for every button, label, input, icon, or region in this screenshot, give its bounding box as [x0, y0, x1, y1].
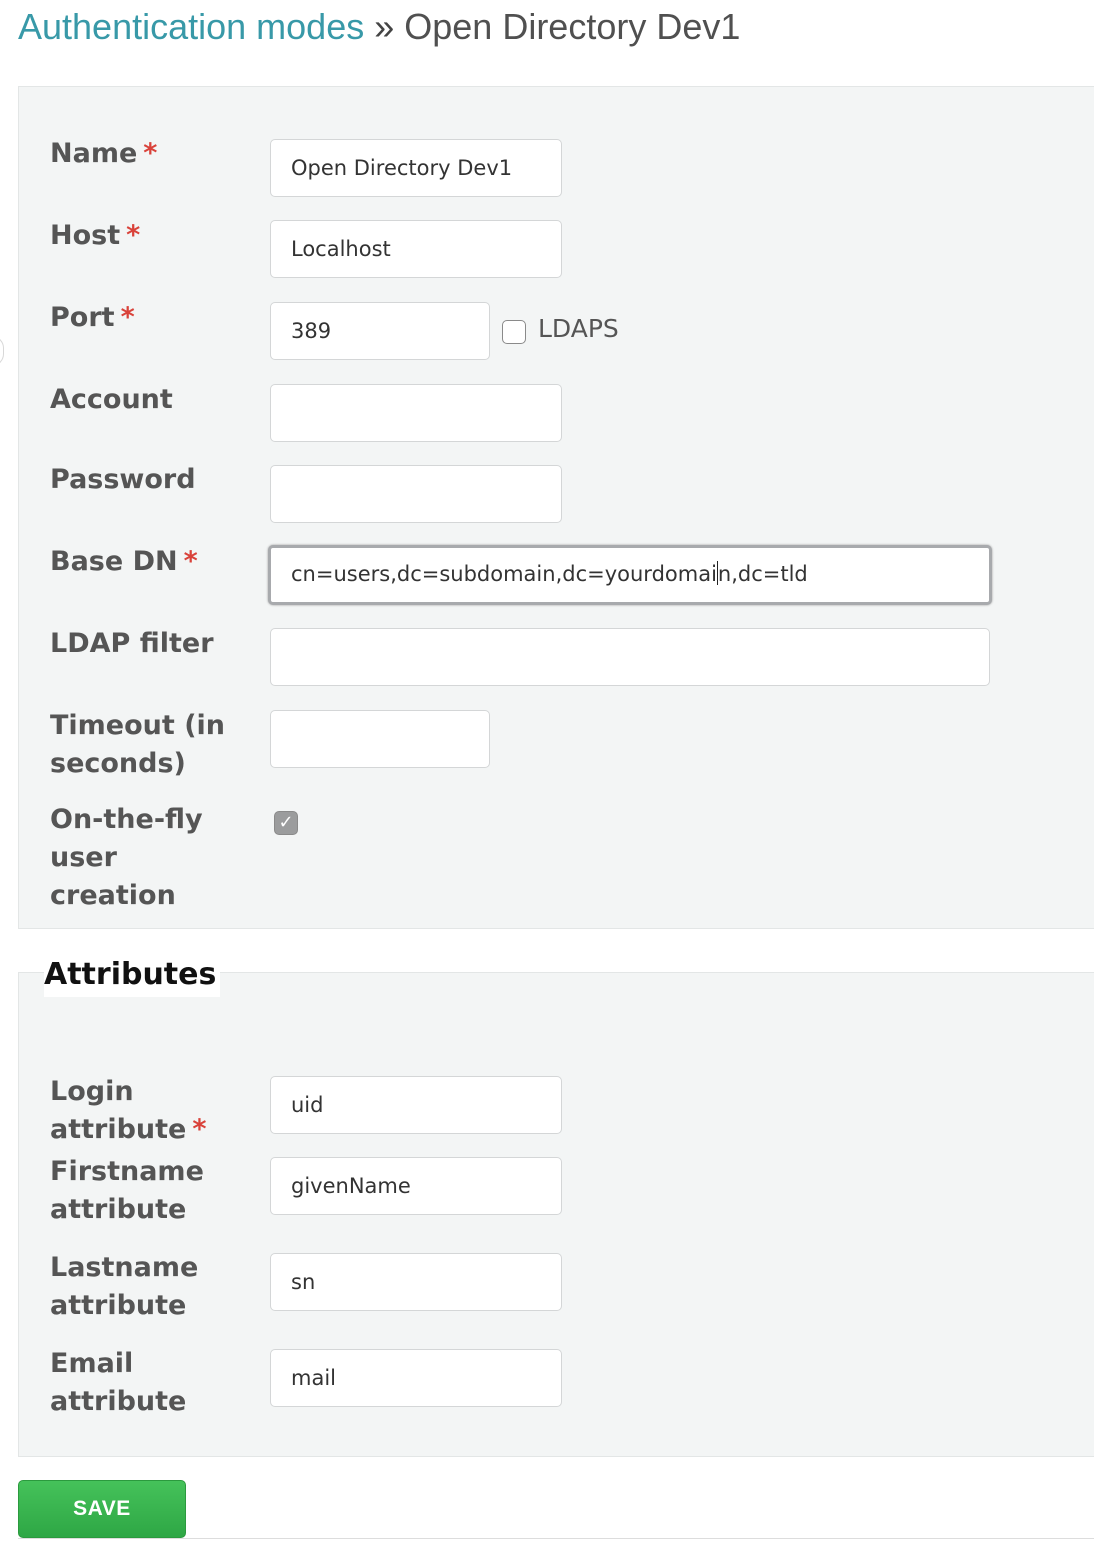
- breadcrumb-parent-link[interactable]: Authentication modes: [18, 6, 365, 47]
- breadcrumb-current: Open Directory Dev1: [404, 6, 741, 47]
- password-label: Password: [50, 464, 196, 495]
- onthefly-checkbox[interactable]: ✓: [274, 811, 298, 835]
- save-button[interactable]: SAVE: [18, 1480, 186, 1538]
- bottom-divider: [18, 1538, 1094, 1539]
- login-attribute-input[interactable]: uid: [270, 1076, 562, 1134]
- page-title: [18, 2, 740, 52]
- firstname-attribute-label: Firstname attribute: [50, 1156, 204, 1225]
- ldaps-checkbox[interactable]: [502, 320, 526, 344]
- required-marker: *: [143, 138, 158, 169]
- port-input[interactable]: 389: [270, 302, 490, 360]
- port-label: Port *: [50, 302, 135, 333]
- login-attribute-label: Login attribute *: [50, 1076, 207, 1145]
- account-input[interactable]: [270, 384, 562, 442]
- onthefly-label: On-the-fly user creation: [50, 804, 203, 911]
- lastname-attribute-input[interactable]: sn: [270, 1253, 562, 1311]
- required-marker: *: [120, 302, 135, 333]
- host-input[interactable]: Localhost: [270, 220, 562, 278]
- ldaps-checkbox-label: LDAPS: [538, 314, 619, 343]
- attributes-legend: Attributes: [44, 953, 220, 997]
- sidebar-toggle-handle[interactable]: [0, 336, 4, 366]
- required-marker: *: [126, 220, 141, 251]
- ldap-filter-input[interactable]: [270, 628, 990, 686]
- name-input[interactable]: Open Directory Dev1: [270, 139, 562, 197]
- email-attribute-label: Email attribute: [50, 1348, 187, 1417]
- ldap-filter-label: LDAP filter: [50, 628, 214, 659]
- firstname-attribute-input[interactable]: givenName: [270, 1157, 562, 1215]
- breadcrumb-separator: »: [374, 6, 395, 47]
- host-label: Host *: [50, 220, 141, 251]
- base-dn-input[interactable]: cn=users,dc=subdomain,dc=yourdomain,dc=tld: [268, 545, 992, 605]
- name-label: Name *: [50, 138, 158, 169]
- account-label: Account: [50, 384, 173, 415]
- timeout-input[interactable]: [270, 710, 490, 768]
- email-attribute-input[interactable]: mail: [270, 1349, 562, 1407]
- password-input[interactable]: [270, 465, 562, 523]
- required-marker: *: [183, 546, 198, 577]
- base-dn-label: Base DN *: [50, 546, 198, 577]
- required-marker: *: [192, 1114, 207, 1145]
- lastname-attribute-label: Lastname attribute: [50, 1252, 199, 1321]
- timeout-label: Timeout (in seconds): [50, 710, 226, 779]
